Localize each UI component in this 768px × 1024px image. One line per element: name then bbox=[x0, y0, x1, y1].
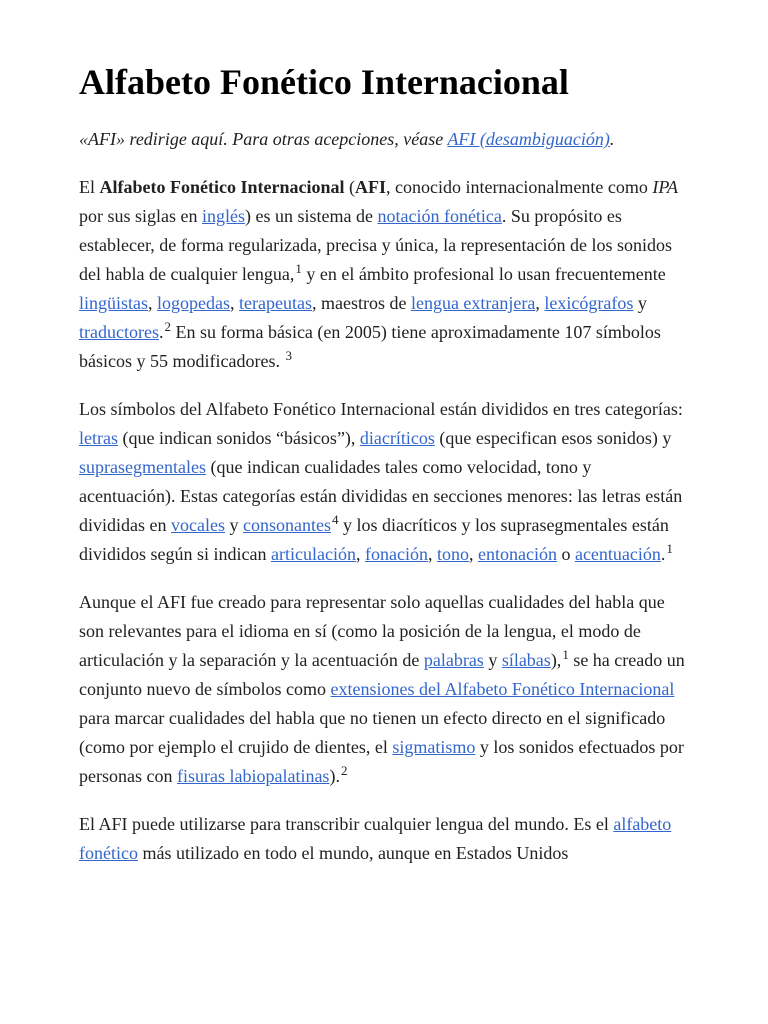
paragraph-categories bbox=[79, 395, 689, 569]
text: por sus siglas en bbox=[79, 206, 202, 226]
link-sigmatismo[interactable]: sigmatismo bbox=[392, 737, 476, 757]
link-consonantes[interactable]: consonantes bbox=[242, 515, 331, 535]
text: , bbox=[535, 293, 545, 313]
text: ( bbox=[344, 177, 355, 197]
link-vocales[interactable]: vocales bbox=[171, 515, 225, 535]
italic-term-ipa: IPA bbox=[652, 177, 679, 197]
reference-1[interactable]: 1 bbox=[295, 260, 302, 276]
link-lengua-extranjera[interactable]: lengua extranjera bbox=[410, 293, 536, 313]
text: para marcar cualidades del habla que no tienen un efecto directo en el significado (como por ejemplo el crujido de dientes, el bbox=[79, 708, 666, 757]
reference-1[interactable]: 1 bbox=[666, 540, 673, 556]
link-silabas[interactable]: sílabas bbox=[501, 650, 551, 670]
text: más utilizado en todo el mundo, aunque en Estados Unidos bbox=[137, 843, 569, 863]
reference-2[interactable]: 2 bbox=[340, 762, 348, 778]
text: Los símbolos del Alfabeto Fonético Internacional están divididos en tres categorías: bbox=[79, 399, 683, 419]
text: , maestros de bbox=[311, 293, 411, 313]
text: y en el ámbito profesional lo usan frecuentemente bbox=[301, 264, 666, 284]
link-fisuras-labiopalatinas[interactable]: fisuras labiopalatinas bbox=[176, 766, 330, 786]
text: . bbox=[660, 544, 666, 564]
reference-1[interactable]: 1 bbox=[562, 646, 569, 662]
text: (que especifican esos sonidos) y bbox=[434, 428, 672, 448]
link-acentuacion[interactable]: acentuación bbox=[574, 544, 661, 564]
text: o bbox=[556, 544, 575, 564]
text: , bbox=[148, 293, 158, 313]
page-title: Alfabeto Fonético Internacional bbox=[79, 62, 569, 102]
text: , conocido internacionalmente como bbox=[385, 177, 653, 197]
hatnote-end: . bbox=[609, 129, 615, 149]
text: se ha creado un conjunto nuevo de símbolos como bbox=[79, 650, 685, 699]
text: (que indican sonidos “básicos”), bbox=[117, 428, 360, 448]
text: , bbox=[468, 544, 478, 564]
paragraph-extensions bbox=[79, 588, 689, 791]
reference-4[interactable]: 4 bbox=[331, 511, 339, 527]
text: ). bbox=[329, 766, 340, 786]
link-ingles[interactable]: inglés bbox=[202, 206, 245, 226]
link-logopedas[interactable]: logopedas bbox=[157, 293, 230, 313]
text: , bbox=[427, 544, 437, 564]
text: y bbox=[224, 515, 243, 535]
text: En su forma básica (en 2005) tiene aproximadamente 107 símbolos básicos y 55 modificadores. bbox=[79, 322, 661, 371]
link-alfabeto-fonetico[interactable]: alfabeto fonético bbox=[79, 814, 672, 863]
text: El AFI puede utilizarse para transcribir cualquier lengua del mundo. Es el bbox=[79, 814, 614, 834]
text: ) es un sistema de bbox=[245, 206, 378, 226]
hatnote bbox=[79, 125, 689, 154]
reference-2[interactable]: 2 bbox=[164, 318, 171, 334]
link-notacion-fonetica[interactable]: notación fonética bbox=[377, 206, 502, 226]
text: y los diacríticos y los suprasegmentales están divididos según si indican bbox=[79, 515, 669, 564]
link-extensiones-afi[interactable]: extensiones del Alfabeto Fonético Internacional bbox=[330, 679, 675, 699]
text: . Su propósito es establecer, de forma regularizada, precisa y única, la representación de los sonidos del habla de cualquier lengua, bbox=[79, 206, 673, 284]
text: , bbox=[355, 544, 365, 564]
link-diacriticos[interactable]: diacríticos bbox=[359, 428, 435, 448]
text: y los sonidos efectuados por personas con bbox=[79, 737, 684, 786]
link-fonacion[interactable]: fonación bbox=[364, 544, 428, 564]
text: , bbox=[230, 293, 239, 313]
link-palabras[interactable]: palabras bbox=[423, 650, 484, 670]
text: El bbox=[79, 177, 100, 197]
paragraph-usage bbox=[79, 810, 689, 868]
bold-term-alfabeto: Alfabeto Fonético Internacional bbox=[99, 177, 345, 197]
link-linguistas[interactable]: lingüistas bbox=[79, 293, 149, 313]
link-entonacion[interactable]: entonación bbox=[477, 544, 557, 564]
link-suprasegmentales[interactable]: suprasegmentales bbox=[79, 457, 206, 477]
text: ), bbox=[550, 650, 562, 670]
paragraph-intro bbox=[79, 173, 689, 376]
link-lexicografos[interactable]: lexicógrafos bbox=[544, 293, 634, 313]
link-traductores[interactable]: traductores bbox=[79, 322, 159, 342]
bold-term-afi: AFI bbox=[354, 177, 386, 197]
text: Aunque el AFI fue creado para representar solo aquellas cualidades del habla que son relevantes para el idioma en sí (como la posición de la lengua, el modo de articulación y la separación y la acentuación de bbox=[79, 592, 665, 670]
hatnote-text: «AFI» redirige aquí. Para otras acepciones, véase bbox=[79, 129, 448, 149]
link-articulacion[interactable]: articulación bbox=[271, 544, 356, 564]
link-letras[interactable]: letras bbox=[79, 428, 118, 448]
text: . bbox=[158, 322, 164, 342]
reference-3[interactable]: 3 bbox=[285, 347, 292, 363]
text: (que indican cualidades tales como velocidad, tono y acentuación). Estas categorías están divididas en secciones menores: las letras están divididas en bbox=[79, 457, 683, 535]
text: y bbox=[633, 293, 647, 313]
text: y bbox=[483, 650, 502, 670]
link-tono[interactable]: tono bbox=[436, 544, 469, 564]
link-terapeutas[interactable]: terapeutas bbox=[239, 293, 312, 313]
link-afi-disambiguation[interactable]: AFI (desambiguación) bbox=[447, 129, 610, 149]
